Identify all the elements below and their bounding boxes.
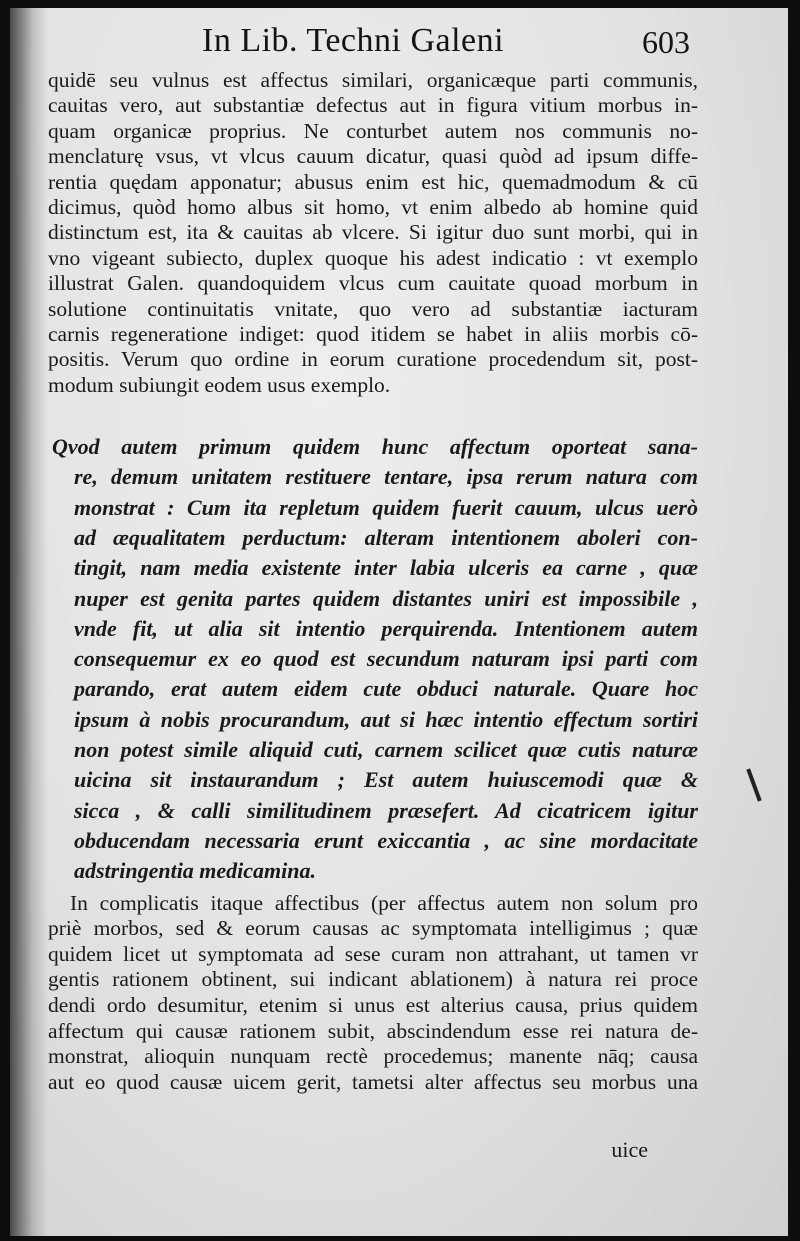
quote-line: ad æqualitatem perductum: alteram intentionem aboleri con- (74, 524, 698, 550)
quote-line: monstrat : Cum ita repletum quidem fuerit cauum, ulcus uerò (74, 494, 698, 520)
text-line: aut eo quod causæ uicem gerit, tametsi alter affectus seu morbus una (48, 1069, 698, 1094)
commentary-paragraph-1 (48, 68, 698, 398)
galen-text-quote (48, 432, 698, 886)
book-page (10, 8, 788, 1236)
text-line: quidē seu vulnus est affectus similari, organicæque parti communis, (48, 68, 698, 92)
quote-line: tingit, nam media existente inter labia ulceris ea carne , quæ (74, 555, 698, 581)
page-header (10, 22, 788, 72)
text-line: illustrat Galen. quandoquidem vlcus cum cauitate quoad morbum in (48, 271, 698, 296)
text-line: quam organicæ proprius. Ne conturbet autem nos communis no- (48, 118, 698, 143)
quote-line: vnde fit, ut alia sit intentio perquirenda. Intentionem autem (74, 615, 698, 641)
text-line: solutione continuitatis vnitate, quo vero ad substantiæ iacturam (48, 296, 698, 321)
text-line: priè morbos, sed & eorum causas ac symptomata intelligimus ; quæ (48, 916, 698, 941)
quote-line: parando, erat autem eidem cute obduci naturale. Quare hoc (74, 676, 698, 702)
quote-line: adstringentia medicamina. (74, 858, 317, 884)
text-line: positis. Verum quo ordine in eorum curatione procedendum sit, post- (48, 347, 698, 372)
text-line: In complicatis itaque affectibus (per affectus autem non solum pro (70, 890, 698, 915)
quote-line: consequemur ex eo quod est secundum naturam ipsi parti com (74, 646, 698, 672)
gutter-shadow (10, 8, 48, 1236)
text-line: dendi ordo desumitur, etenim si unus est alterius causa, prius quidem (48, 992, 698, 1017)
text-line: dicimus, quòd homo albus sit homo, vt enim albedo ab homine quid (48, 194, 698, 219)
quote-line: Qvod autem primum quidem hunc affectum oporteat sana- (52, 434, 698, 460)
quote-line: ipsum à nobis procurandum, aut si hæc intentio effectum sortiri (74, 706, 698, 732)
text-line: quidem licet ut symptomata ad sese curam non attrahant, ut tamen vr (48, 941, 698, 966)
text-line: distinctum est, ita & cauitas ab vlcere. Si igitur duo sunt morbi, qui in (48, 220, 698, 245)
text-line: carnis regeneratione indiget: quod itidem se habet in aliis morbis cō- (48, 321, 698, 346)
text-line: gentis rationem obtinent, sui indicant ablationem) à natura rei proce (48, 967, 698, 992)
quote-line: nuper est genita partes quidem distantes uniri est impossibile , (74, 585, 698, 611)
catchword: uice (611, 1137, 648, 1162)
text-line: monstrat, alioquin nunquam rectè procedemus; manente nāq; causa (48, 1044, 698, 1069)
quote-line: uicina sit instaurandum ; Est autem huiuscemodi quæ & (74, 767, 698, 793)
quote-line: non potest simile aliquid cuti, carnem scilicet quæ cutis naturæ (74, 737, 698, 763)
text-line: modum subiungit eodem usus exemplo. (48, 372, 391, 397)
text-line: vno vigeant subiecto, duplex quoque his adest indicatio : vt exemplo (48, 245, 698, 270)
text-line: cauitas vero, aut substantiæ defectus aut in figura vitium morbus in- (48, 93, 698, 118)
commentary-paragraph-2 (48, 891, 698, 1096)
page-body (48, 68, 698, 1095)
marginal-mark (746, 768, 761, 801)
quote-line: re, demum unitatem restituere tentare, ipsa rerum natura com (74, 464, 698, 490)
page-number: 603 (642, 24, 690, 60)
running-title: In Lib. Techni Galeni (202, 22, 505, 59)
quote-line: obducendam necessaria erunt exiccantia , ac sine mordacitate (74, 827, 698, 853)
text-line: affectum qui causæ rationem subit, abscindendum esse rei natura de- (48, 1018, 698, 1043)
quote-line: sicca , & calli similitudinem præsefert. Ad cicatricem igitur (74, 797, 698, 823)
text-line: rentia quędam apponatur; abusus enim est hic, quemadmodum & cū (48, 169, 698, 194)
text-line: menclaturę vsus, vt vlcus cauum dicatur, quasi quòd ad ipsum diffe- (48, 144, 698, 169)
